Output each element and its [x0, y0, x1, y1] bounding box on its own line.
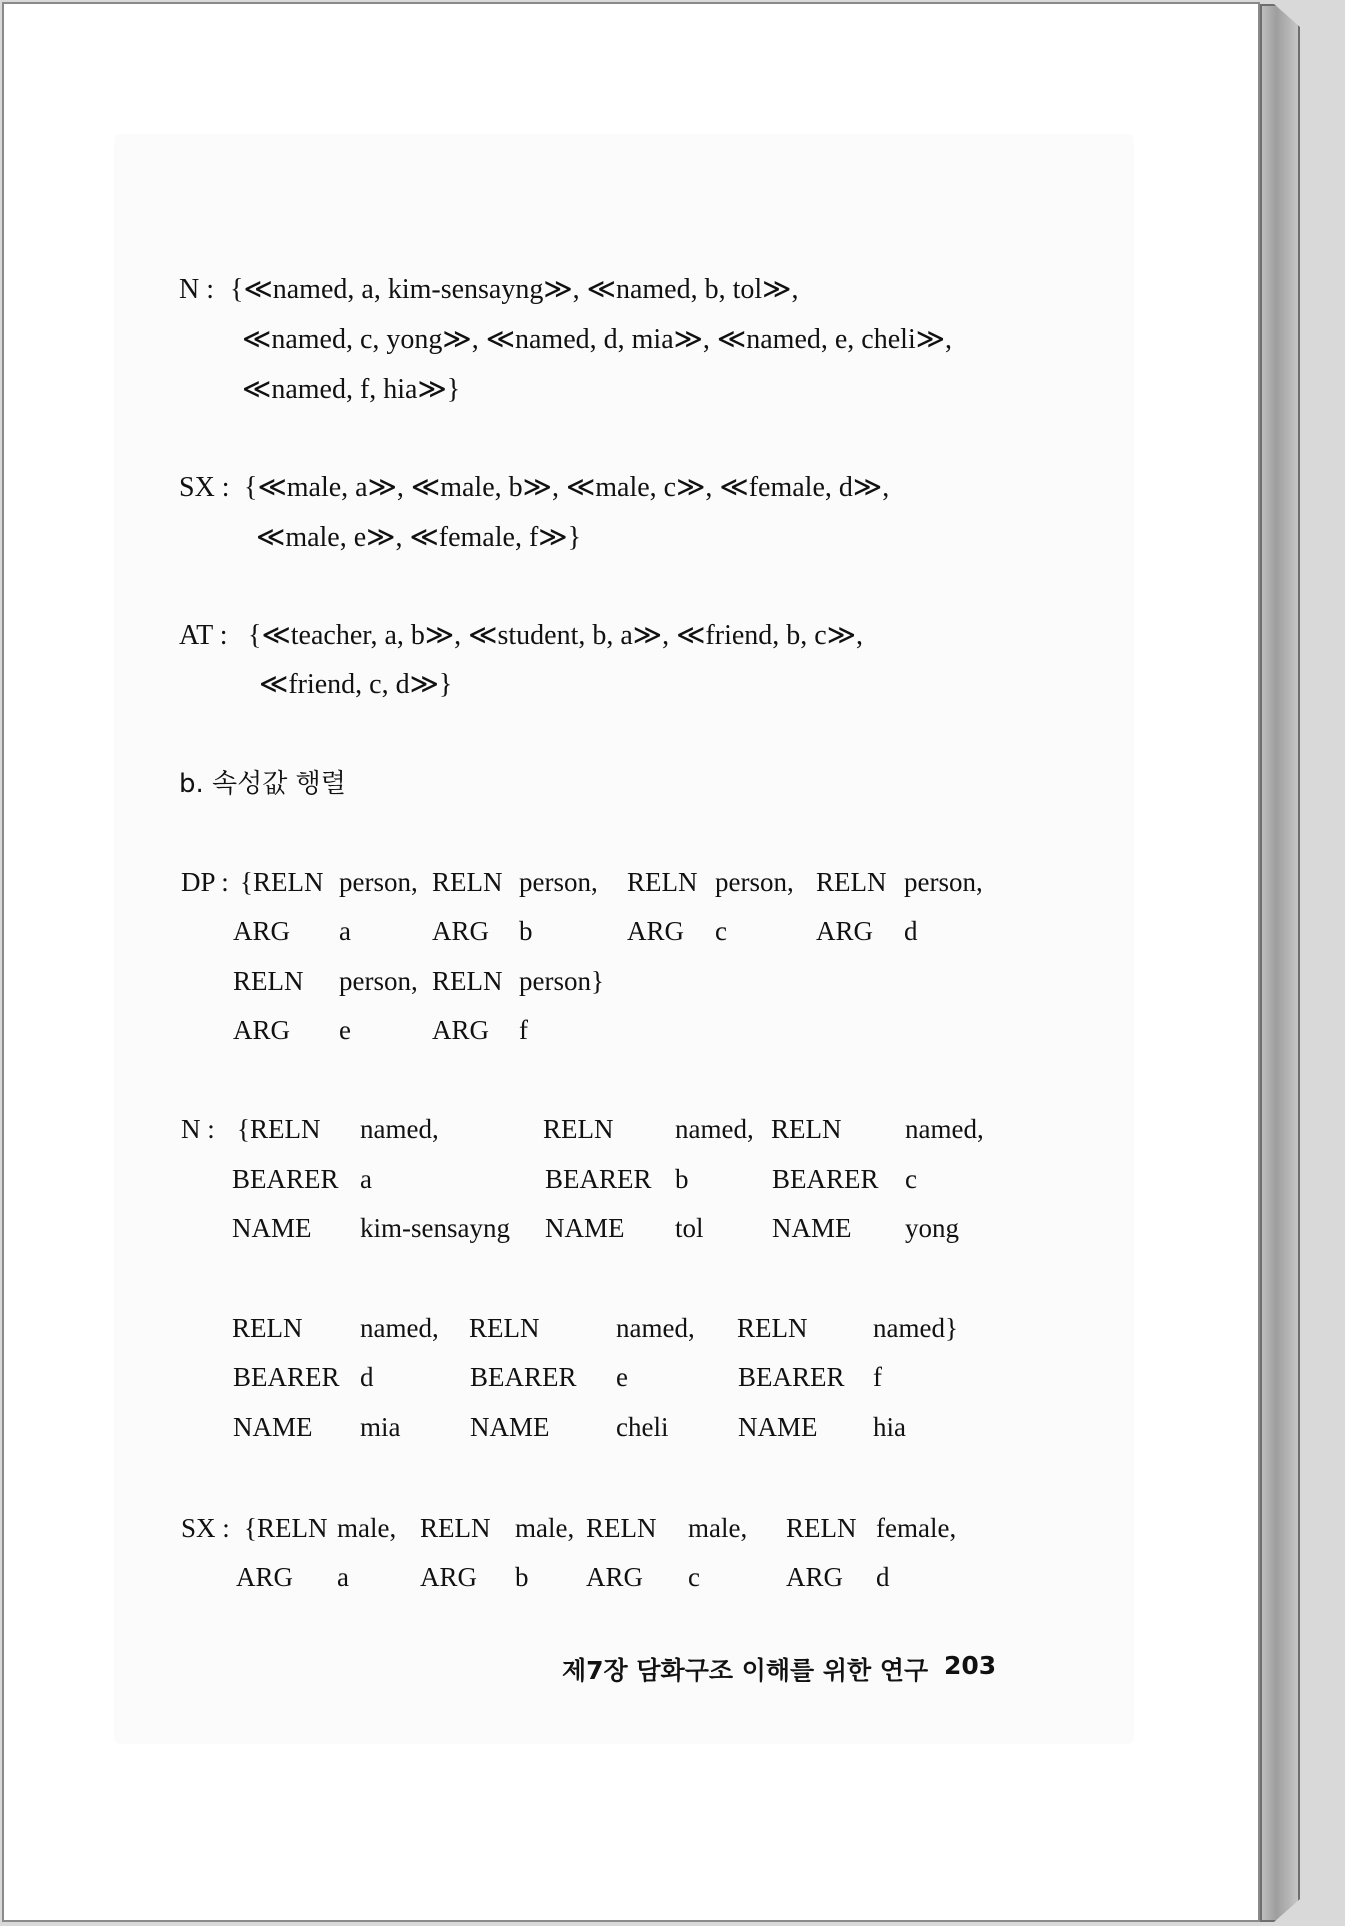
dp-cell: ARG	[432, 916, 490, 946]
dp-cell: b	[519, 916, 533, 946]
dp-cell: person,	[339, 966, 418, 996]
n-cell: named,	[360, 1114, 439, 1144]
n-cell: {RELN	[237, 1114, 321, 1144]
n-cell: tol	[675, 1213, 704, 1243]
dp-cell: RELN	[627, 867, 698, 897]
n-label: N :	[179, 274, 214, 305]
sx-cell: RELN	[586, 1513, 657, 1543]
dp-cell: ARG	[627, 916, 685, 946]
sx-cell: c	[688, 1562, 700, 1592]
n-cell: e	[616, 1362, 628, 1392]
sx-cell: ARG	[786, 1562, 844, 1592]
sx-cell: d	[876, 1562, 890, 1592]
dp-cell: RELN	[432, 867, 503, 897]
n-cell: named,	[675, 1114, 754, 1144]
n-cell: NAME	[470, 1412, 550, 1442]
dp-cell: person,	[904, 867, 983, 897]
at-line-2: ≪friend, c, d≫}	[259, 669, 453, 700]
sx-cell: ARG	[420, 1562, 478, 1592]
dp-cell: ARG	[233, 1015, 291, 1045]
n-cell: named,	[616, 1313, 695, 1343]
n-cell: BEARER	[738, 1362, 845, 1392]
n-cell: RELN	[771, 1114, 842, 1144]
dp-cell: ARG	[432, 1015, 490, 1045]
n-cell: BEARER	[233, 1362, 340, 1392]
section-b-heading: b. 속성값 행렬	[179, 769, 346, 799]
dp-cell: ARG	[816, 916, 874, 946]
n-cell: a	[360, 1164, 372, 1194]
dp-cell: f	[519, 1015, 528, 1045]
n-cell: NAME	[233, 1412, 313, 1442]
n-cell: hia	[873, 1412, 906, 1442]
n-cell: NAME	[738, 1412, 818, 1442]
dp-cell: e	[339, 1015, 351, 1045]
n-line-1: {≪named, a, kim-sensayng≫, ≪named, b, tol≫,	[230, 274, 799, 305]
dp-cell: c	[715, 916, 727, 946]
at-label: AT :	[179, 620, 228, 651]
sx-cell: male,	[515, 1513, 575, 1543]
n-cell: kim-sensayng	[360, 1213, 510, 1243]
at-line-1: {≪teacher, a, b≫, ≪student, b, a≫, ≪friend, b, c≫,	[248, 620, 864, 651]
n-cell: b	[675, 1164, 689, 1194]
dp-cell: a	[339, 916, 351, 946]
n-cell: yong	[905, 1213, 959, 1243]
sx-cell: female,	[876, 1513, 957, 1543]
n-cell: f	[873, 1362, 882, 1392]
sx-cell: ARG	[586, 1562, 644, 1592]
dp-cell: person}	[519, 966, 604, 996]
chapter-title: 제7장 담화구조 이해를 위한 연구	[562, 1656, 929, 1685]
page-stack-edge	[1260, 4, 1300, 1922]
sx-cell: RELN	[786, 1513, 857, 1543]
dp-cell: RELN	[432, 966, 503, 996]
n-cell: cheli	[616, 1412, 669, 1442]
n-cell: BEARER	[772, 1164, 879, 1194]
n-cell: NAME	[772, 1213, 852, 1243]
page-sheet	[2, 2, 1260, 1922]
n-cell: mia	[360, 1412, 401, 1442]
sx-cell: a	[337, 1562, 349, 1592]
n-line-2: ≪named, c, yong≫, ≪named, d, mia≫, ≪named, e, cheli≫,	[242, 324, 953, 355]
sx-cell: RELN	[420, 1513, 491, 1543]
sx-cell: male,	[337, 1513, 397, 1543]
dp-cell: RELN	[233, 966, 304, 996]
dp-cell: person,	[715, 867, 794, 897]
n-cell: RELN	[543, 1114, 614, 1144]
dp-cell: person,	[339, 867, 418, 897]
dp-label: DP :	[181, 867, 229, 897]
n-cell: named}	[873, 1313, 958, 1343]
n-cell: RELN	[232, 1313, 303, 1343]
n-line-3: ≪named, f, hia≫}	[242, 374, 461, 405]
dp-cell: RELN	[816, 867, 887, 897]
sx-cell: male,	[688, 1513, 748, 1543]
n-cell: BEARER	[470, 1362, 577, 1392]
n-cell: BEARER	[545, 1164, 652, 1194]
sx-line-2: ≪male, e≫, ≪female, f≫}	[256, 522, 582, 553]
n-cell: c	[905, 1164, 917, 1194]
n-matrix-label: N :	[181, 1114, 215, 1144]
sx-matrix-label: SX :	[181, 1513, 230, 1543]
n-cell: d	[360, 1362, 374, 1392]
n-cell: RELN	[469, 1313, 540, 1343]
sx-cell: {RELN	[244, 1513, 328, 1543]
sx-cell: ARG	[236, 1562, 294, 1592]
sx-label: SX :	[179, 472, 230, 503]
dp-cell: {RELN	[240, 867, 324, 897]
n-cell: NAME	[232, 1213, 312, 1243]
n-cell: named,	[905, 1114, 984, 1144]
n-cell: RELN	[737, 1313, 808, 1343]
dp-cell: person,	[519, 867, 598, 897]
dp-cell: d	[904, 916, 918, 946]
n-cell: NAME	[545, 1213, 625, 1243]
n-cell: BEARER	[232, 1164, 339, 1194]
sx-cell: b	[515, 1562, 529, 1592]
dp-cell: ARG	[233, 916, 291, 946]
n-cell: named,	[360, 1313, 439, 1343]
page-number: 203	[944, 1651, 997, 1680]
sx-line-1: {≪male, a≫, ≪male, b≫, ≪male, c≫, ≪female, d≫,	[244, 472, 890, 503]
